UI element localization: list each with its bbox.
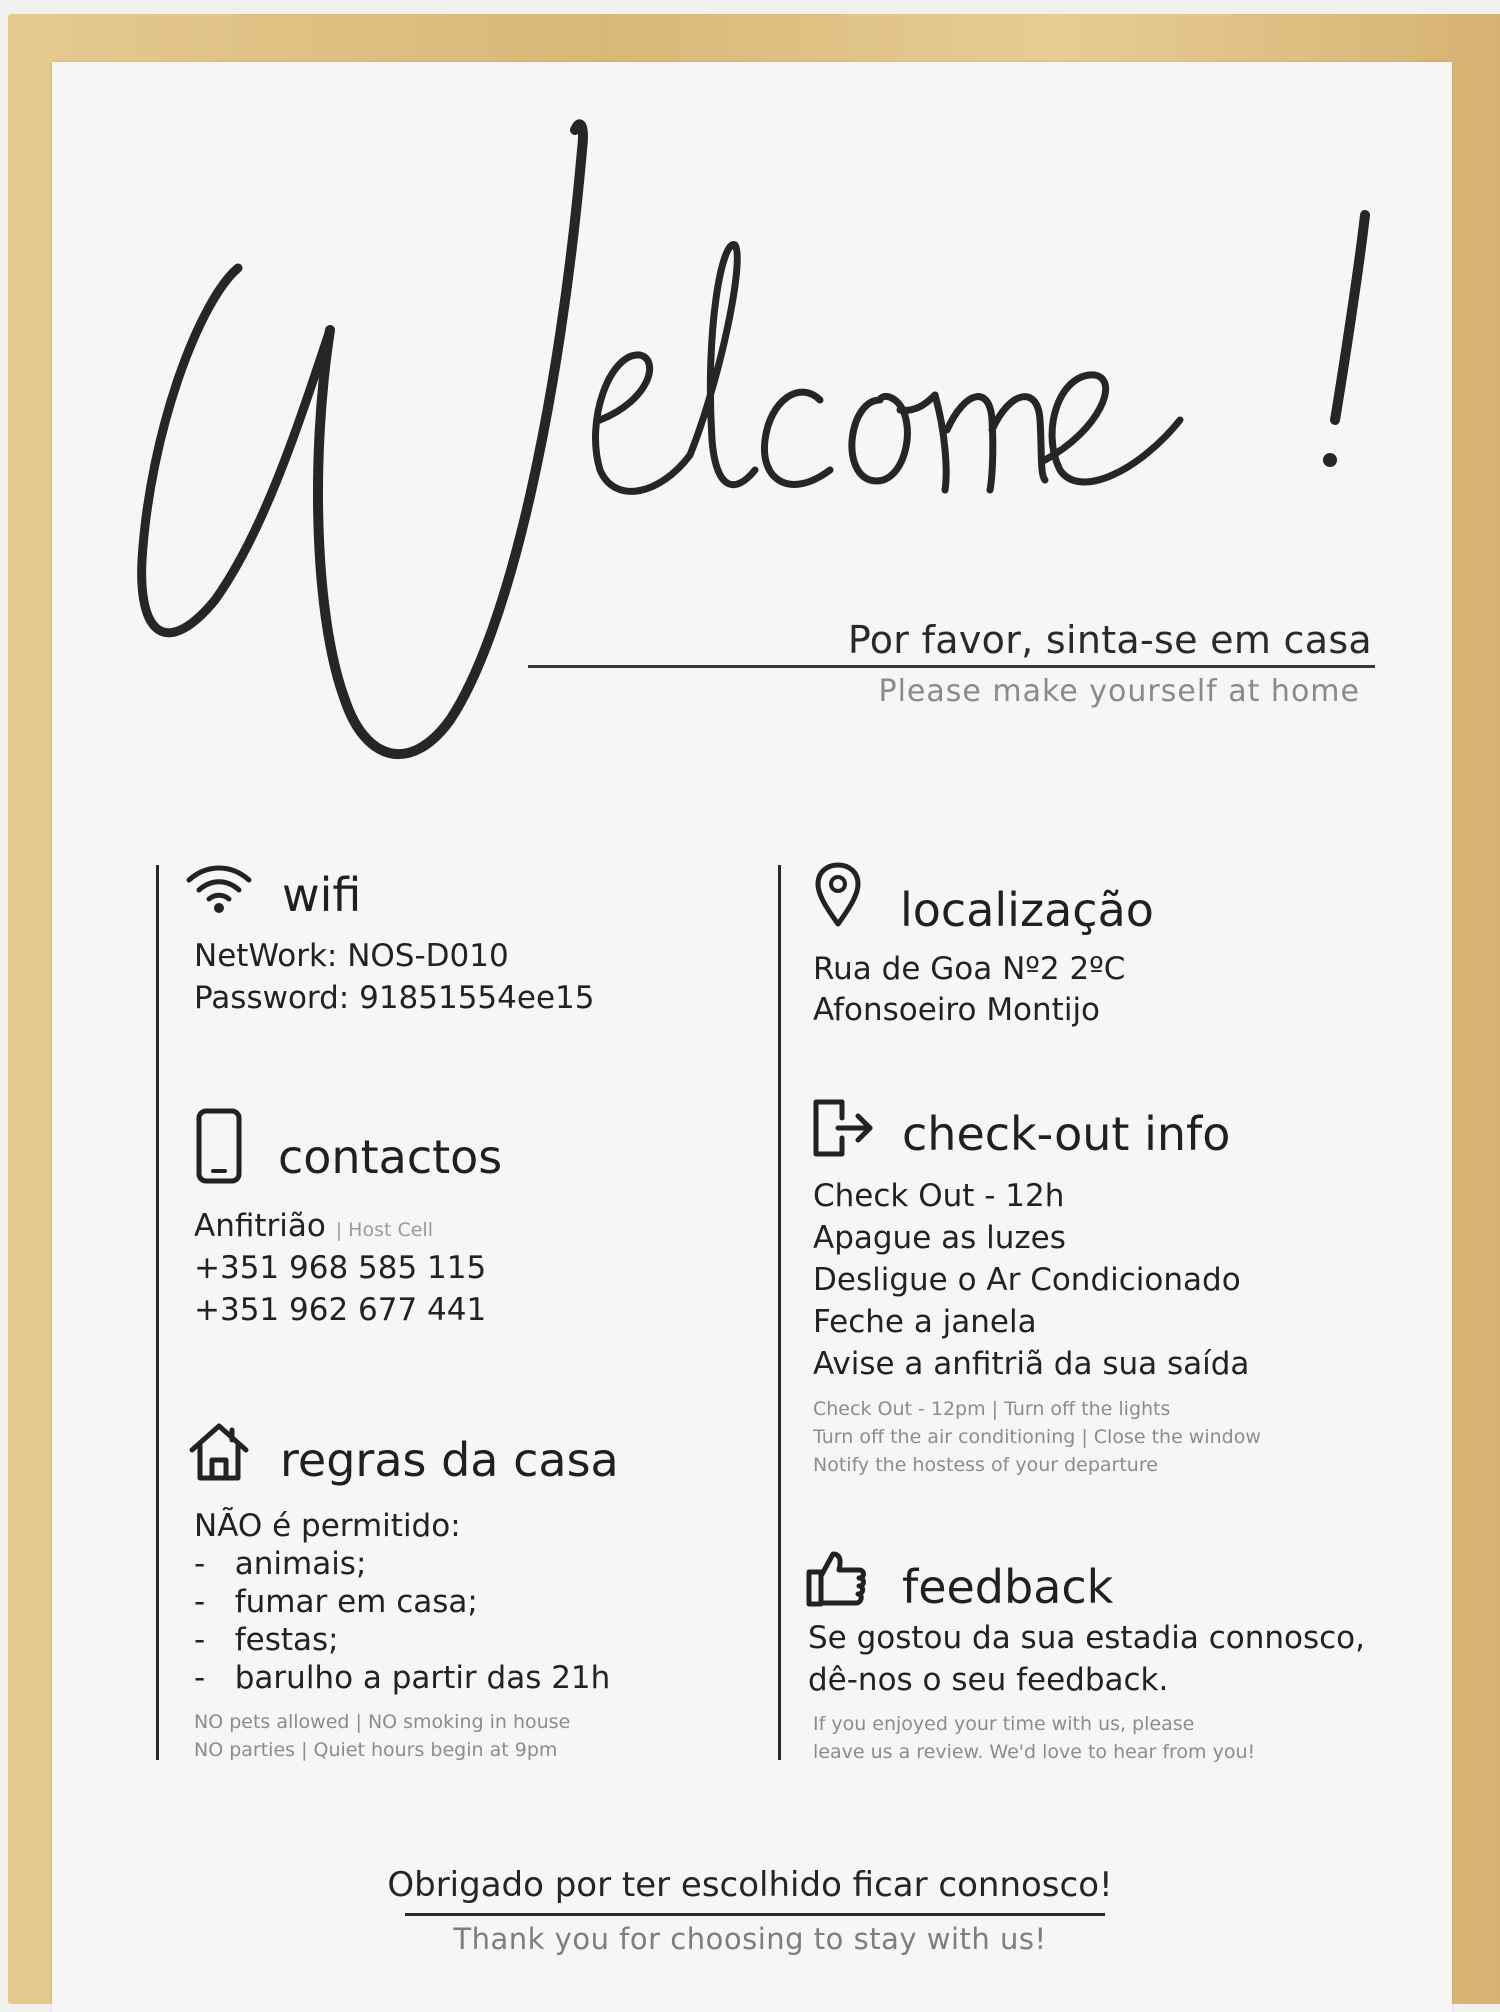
house-rule-item: - fumar em casa; <box>194 1584 478 1620</box>
checkout-item: Feche a janela <box>813 1304 1037 1340</box>
checkout-item: Desligue o Ar Condicionado <box>813 1262 1241 1298</box>
feedback-title: feedback <box>902 1560 1114 1614</box>
location-title: localização <box>900 883 1154 937</box>
house-rules-english-1: NO pets allowed | NO smoking in house <box>194 1711 571 1733</box>
phone-1: +351 968 585 115 <box>194 1250 487 1286</box>
checkout-english-2: Turn off the air conditioning | Close the window <box>813 1426 1261 1448</box>
feedback-line-2: dê-nos o seu feedback. <box>808 1662 1169 1698</box>
checkout-english-3: Notify the hostess of your departure <box>813 1454 1158 1476</box>
thank-you-portuguese: Obrigado por ter escolhido ficar connosco! <box>387 1865 1113 1905</box>
house-rule-item: - animais; <box>194 1546 367 1582</box>
house-rules-intro: NÃO é permitido: <box>194 1508 461 1544</box>
thumbs-up-icon <box>805 1548 869 1608</box>
feedback-english-1: If you enjoyed your time with us, please <box>813 1713 1195 1735</box>
wifi-icon <box>183 862 255 914</box>
checkout-item: Apague as luzes <box>813 1220 1066 1256</box>
center-column-divider <box>778 865 781 1760</box>
feedback-english-2: leave us a review. We'd love to hear from you! <box>813 1741 1256 1763</box>
house-rule-item: - barulho a partir das 21h <box>194 1660 611 1696</box>
thank-you-english: Thank you for choosing to stay with us! <box>453 1922 1047 1956</box>
address-line-1: Rua de Goa Nº2 2ºC <box>813 951 1126 987</box>
address-line-2: Afonsoeiro Montijo <box>813 992 1101 1028</box>
checkout-english-1: Check Out - 12pm | Turn off the lights <box>813 1398 1171 1420</box>
host-label <box>194 1208 433 1244</box>
location-pin-icon <box>815 862 861 928</box>
footer-divider <box>405 1913 1105 1916</box>
wifi-password: Password: 91851554ee15 <box>194 980 595 1016</box>
subtitle-divider <box>528 665 1375 668</box>
left-column-divider <box>156 865 159 1760</box>
house-rules-title: regras da casa <box>280 1433 619 1487</box>
exit-arrow-icon <box>812 1098 876 1158</box>
smartphone-icon <box>196 1108 242 1184</box>
house-icon <box>188 1420 250 1482</box>
subtitle-english: Please make yourself at home <box>878 674 1360 709</box>
contacts-title: contactos <box>278 1130 503 1184</box>
checkout-title: check-out info <box>902 1107 1231 1161</box>
wifi-title: wifi <box>282 868 362 922</box>
host-label-pt: Anfitrião <box>194 1208 326 1244</box>
phone-2: +351 962 677 441 <box>194 1292 487 1328</box>
house-rules-english-2: NO parties | Quiet hours begin at 9pm <box>194 1739 558 1761</box>
host-label-en: | Host Cell <box>335 1219 433 1241</box>
checkout-item: Check Out - 12h <box>813 1178 1065 1214</box>
wifi-network: NetWork: NOS-D010 <box>194 938 509 974</box>
subtitle-portuguese: Por favor, sinta-se em casa <box>847 618 1372 662</box>
feedback-line-1: Se gostou da sua estadia connosco, <box>808 1620 1366 1656</box>
checkout-item: Avise a anfitriã da sua saída <box>813 1346 1250 1382</box>
house-rule-item: - festas; <box>194 1622 339 1658</box>
